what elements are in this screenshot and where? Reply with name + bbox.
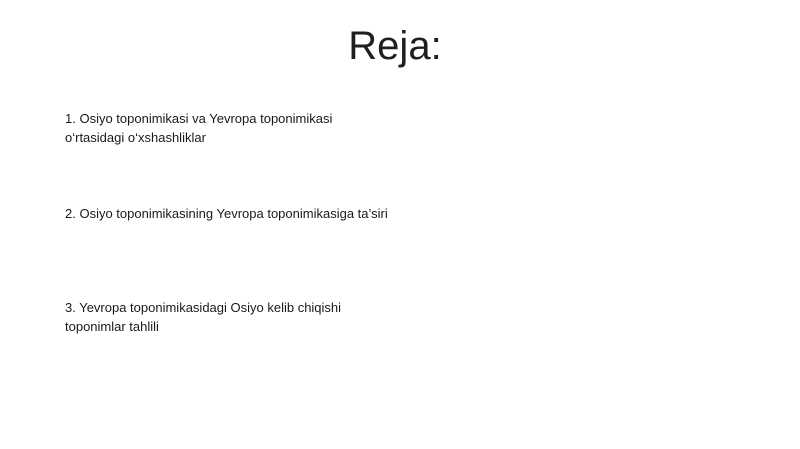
- plan-item-1: 1. Osiyo toponimikasi va Yevropa toponimikasi o‘rtasidagi o‘xshashliklar: [65, 111, 333, 145]
- slide-title: Reja:: [348, 24, 442, 68]
- plan-item-2: 2. Osiyo toponimikasining Yevropa toponimikasiga ta’siri: [65, 206, 388, 221]
- plan-item-3: 3. Yevropa toponimikasidagi Osiyo kelib chiqishi toponimlar tahlili: [65, 300, 342, 334]
